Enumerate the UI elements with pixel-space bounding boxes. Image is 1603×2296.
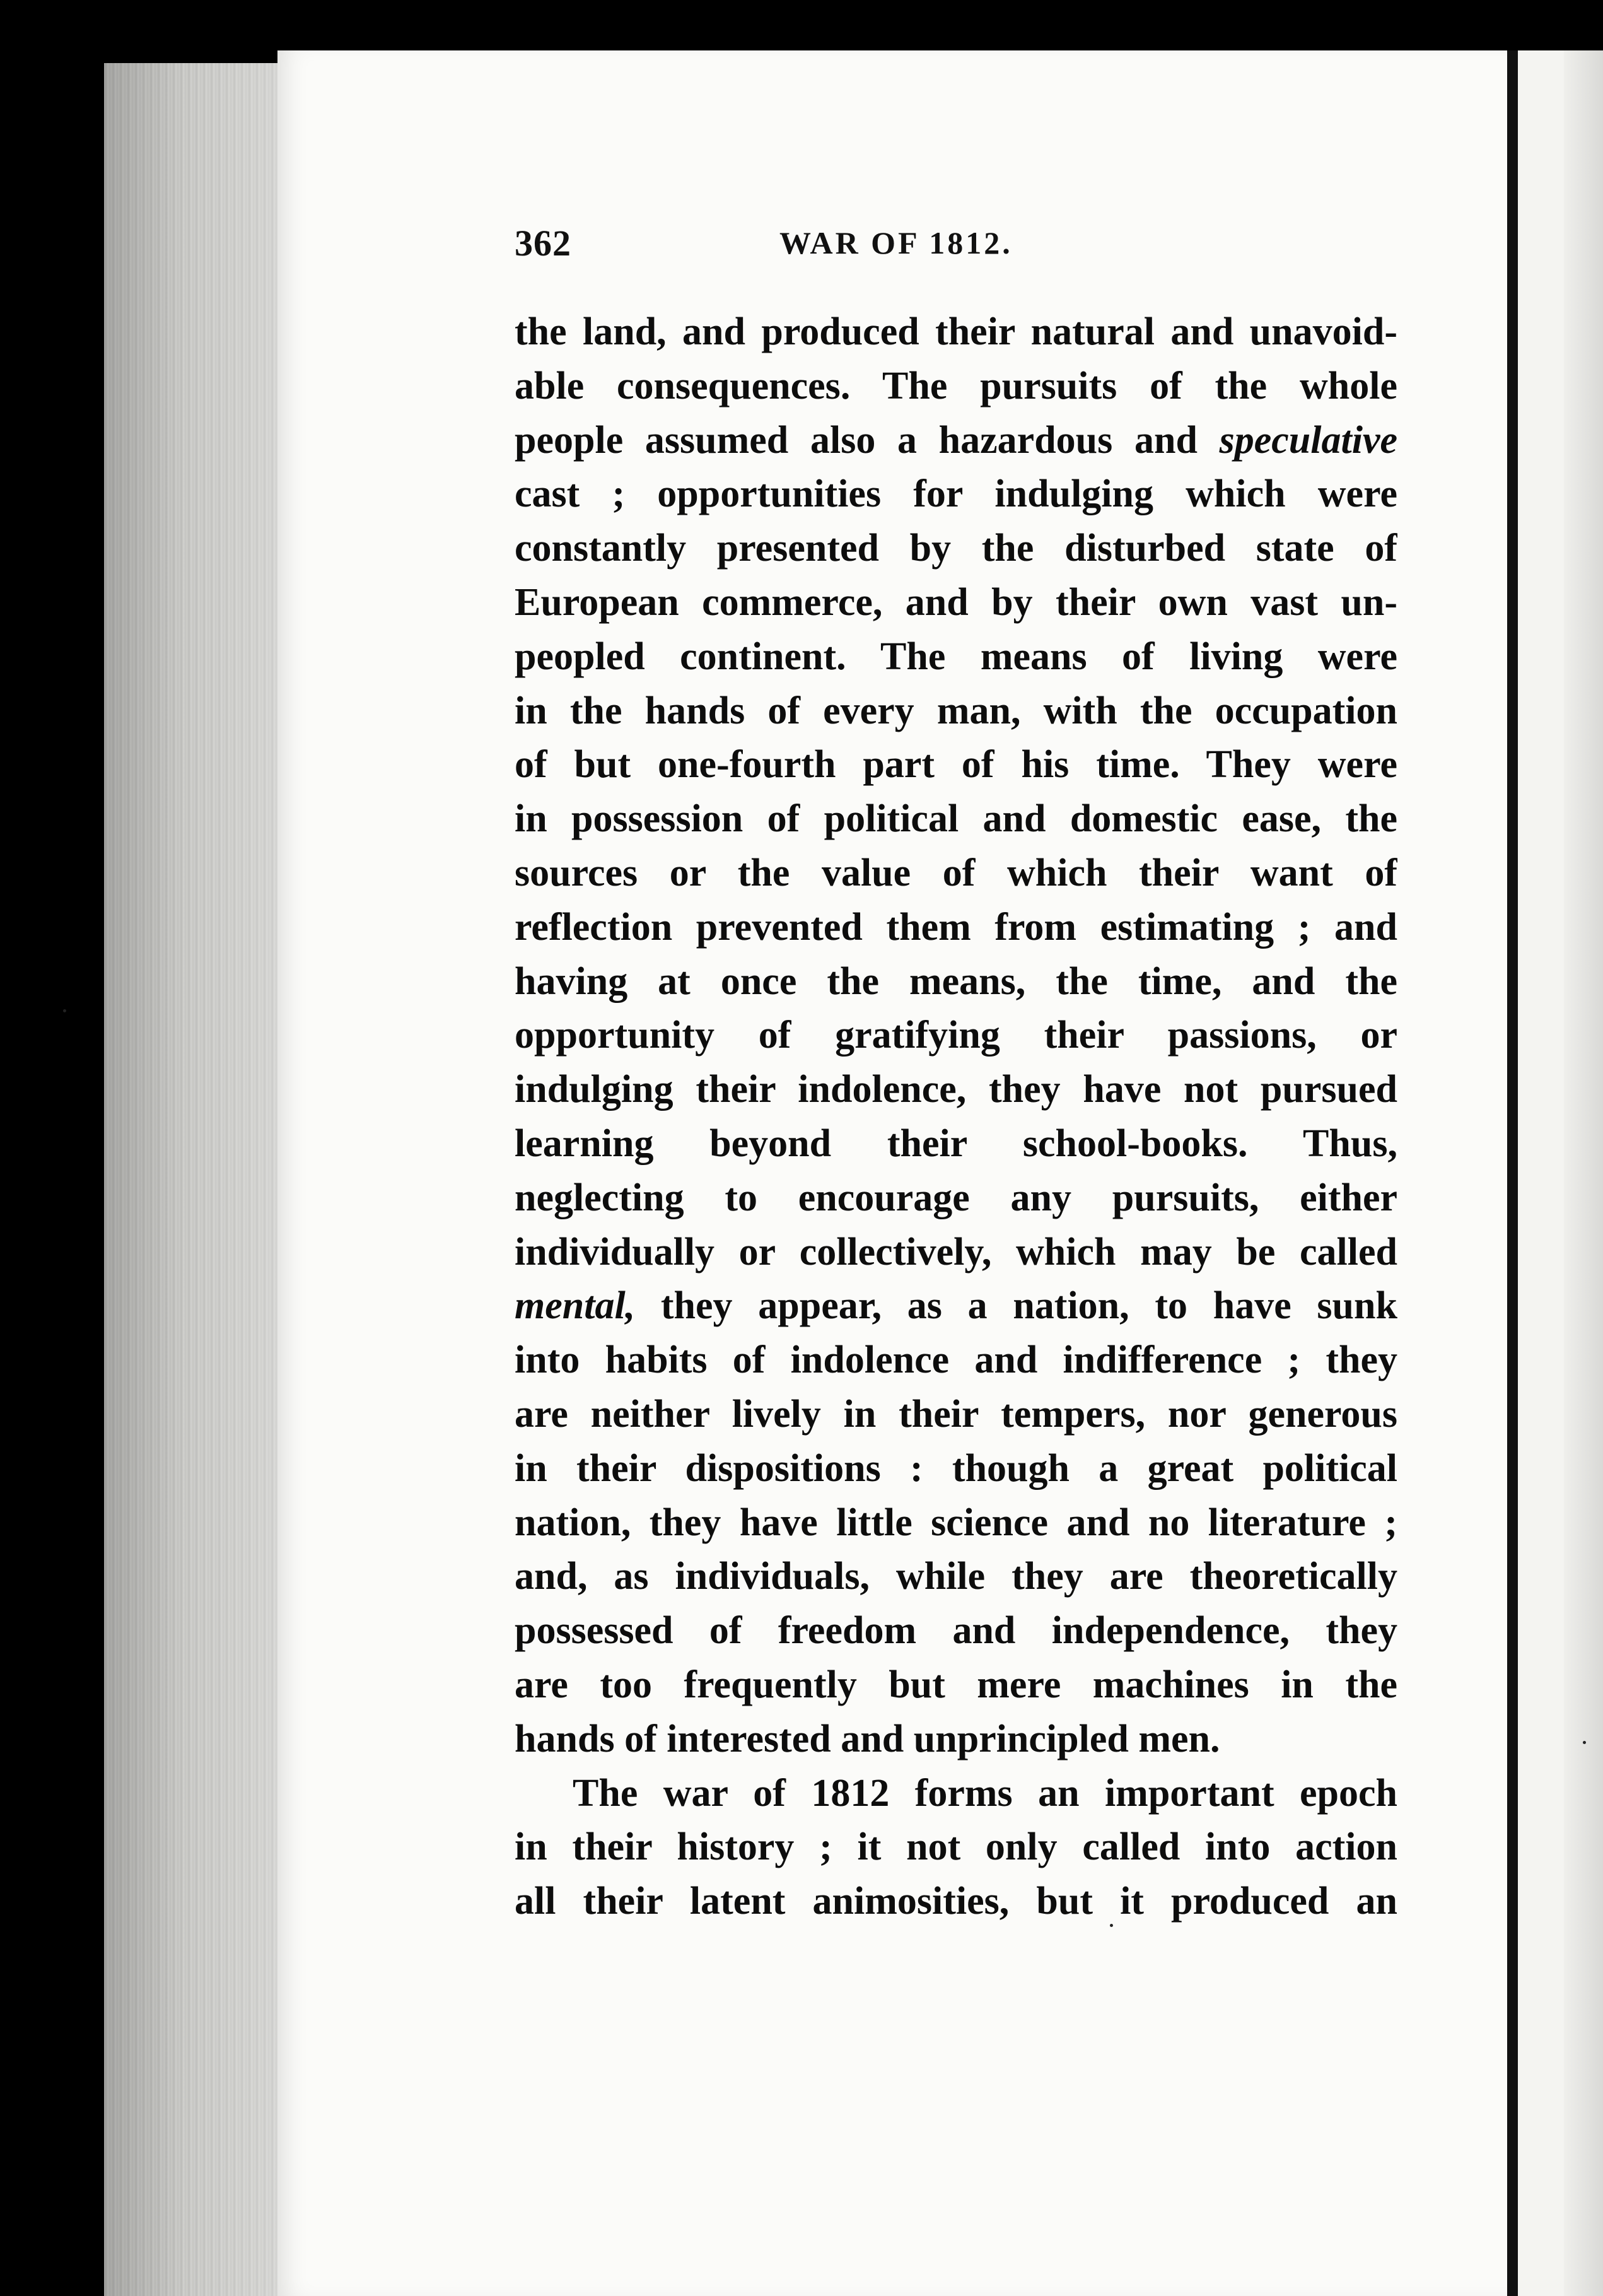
text-line: into habits of indolence and indifference ; they: [515, 1338, 1397, 1382]
text-line: cast ; opportunities for indulging which were: [515, 472, 1397, 516]
text-line: [515, 1279, 1397, 1333]
text-line: and, as individuals, while they are theoretically: [515, 1555, 1397, 1598]
page-number: 362: [515, 223, 571, 264]
text-line: opportunity of gratifying their passions, or: [515, 1014, 1397, 1057]
text-line: in possession of political and domestic ease, the: [515, 797, 1397, 841]
next-leaf-shade: [1564, 50, 1603, 2296]
scan-speck: [1583, 1741, 1586, 1744]
text-line: learning beyond their school-books. Thus,: [515, 1122, 1397, 1165]
text-line: individually or collectively, which may be called: [515, 1230, 1397, 1274]
page-title: WAR OF 1812.: [779, 225, 1013, 261]
text-line: possessed of freedom and independence, they: [515, 1609, 1397, 1653]
text-line: in the hands of every man, with the occupation: [515, 689, 1397, 732]
text-line: nation, they have little science and no literature ;: [515, 1501, 1397, 1544]
italic-word: mental,: [515, 1284, 636, 1328]
text-line: having at once the means, the time, and the: [515, 959, 1397, 1003]
scan-speck: [63, 1009, 66, 1012]
text-line: are too frequently but mere machines in the: [515, 1663, 1397, 1706]
text-line: all their latent animosities, but it produced an: [515, 1880, 1397, 1923]
text-line: hands of interested and unprincipled men.: [515, 1717, 1220, 1760]
page-block-shade: [104, 63, 284, 2296]
text-line: are neither lively in their tempers, nor generous: [515, 1392, 1397, 1436]
text-line: The war of 1812 forms an important epoch: [573, 1771, 1397, 1815]
text-line: indulging their indolence, they have not pursued: [515, 1068, 1397, 1111]
text-line: sources or the value of which their want of: [515, 851, 1397, 894]
text-line: [515, 414, 1397, 468]
text-line: able consequences. The pursuits of the whole: [515, 364, 1397, 407]
text-line: in their dispositions : though a great political: [515, 1446, 1397, 1490]
scan-speck: [1110, 1924, 1113, 1927]
text-line: in their history ; it not only called into action: [515, 1825, 1397, 1869]
text-line-segment: people assumed also a hazardous and: [515, 418, 1220, 462]
text-line: the land, and produced their natural and unavoid-: [515, 310, 1397, 353]
running-head: [515, 222, 1404, 279]
text-line-segment: they appear, as a nation, to have sunk: [635, 1284, 1397, 1328]
text-line: of but one-fourth part of his time. They were: [515, 743, 1397, 787]
italic-word: speculative: [1219, 418, 1397, 462]
text-line: peopled continent. The means of living were: [515, 635, 1397, 678]
text-line: reflection prevented them from estimating ; and: [515, 905, 1397, 949]
text-line: neglecting to encourage any pursuits, either: [515, 1176, 1397, 1219]
body-text: [515, 305, 1397, 1929]
text-line: European commerce, and by their own vast un-: [515, 580, 1397, 624]
text-line: constantly presented by the disturbed state of: [515, 527, 1397, 570]
